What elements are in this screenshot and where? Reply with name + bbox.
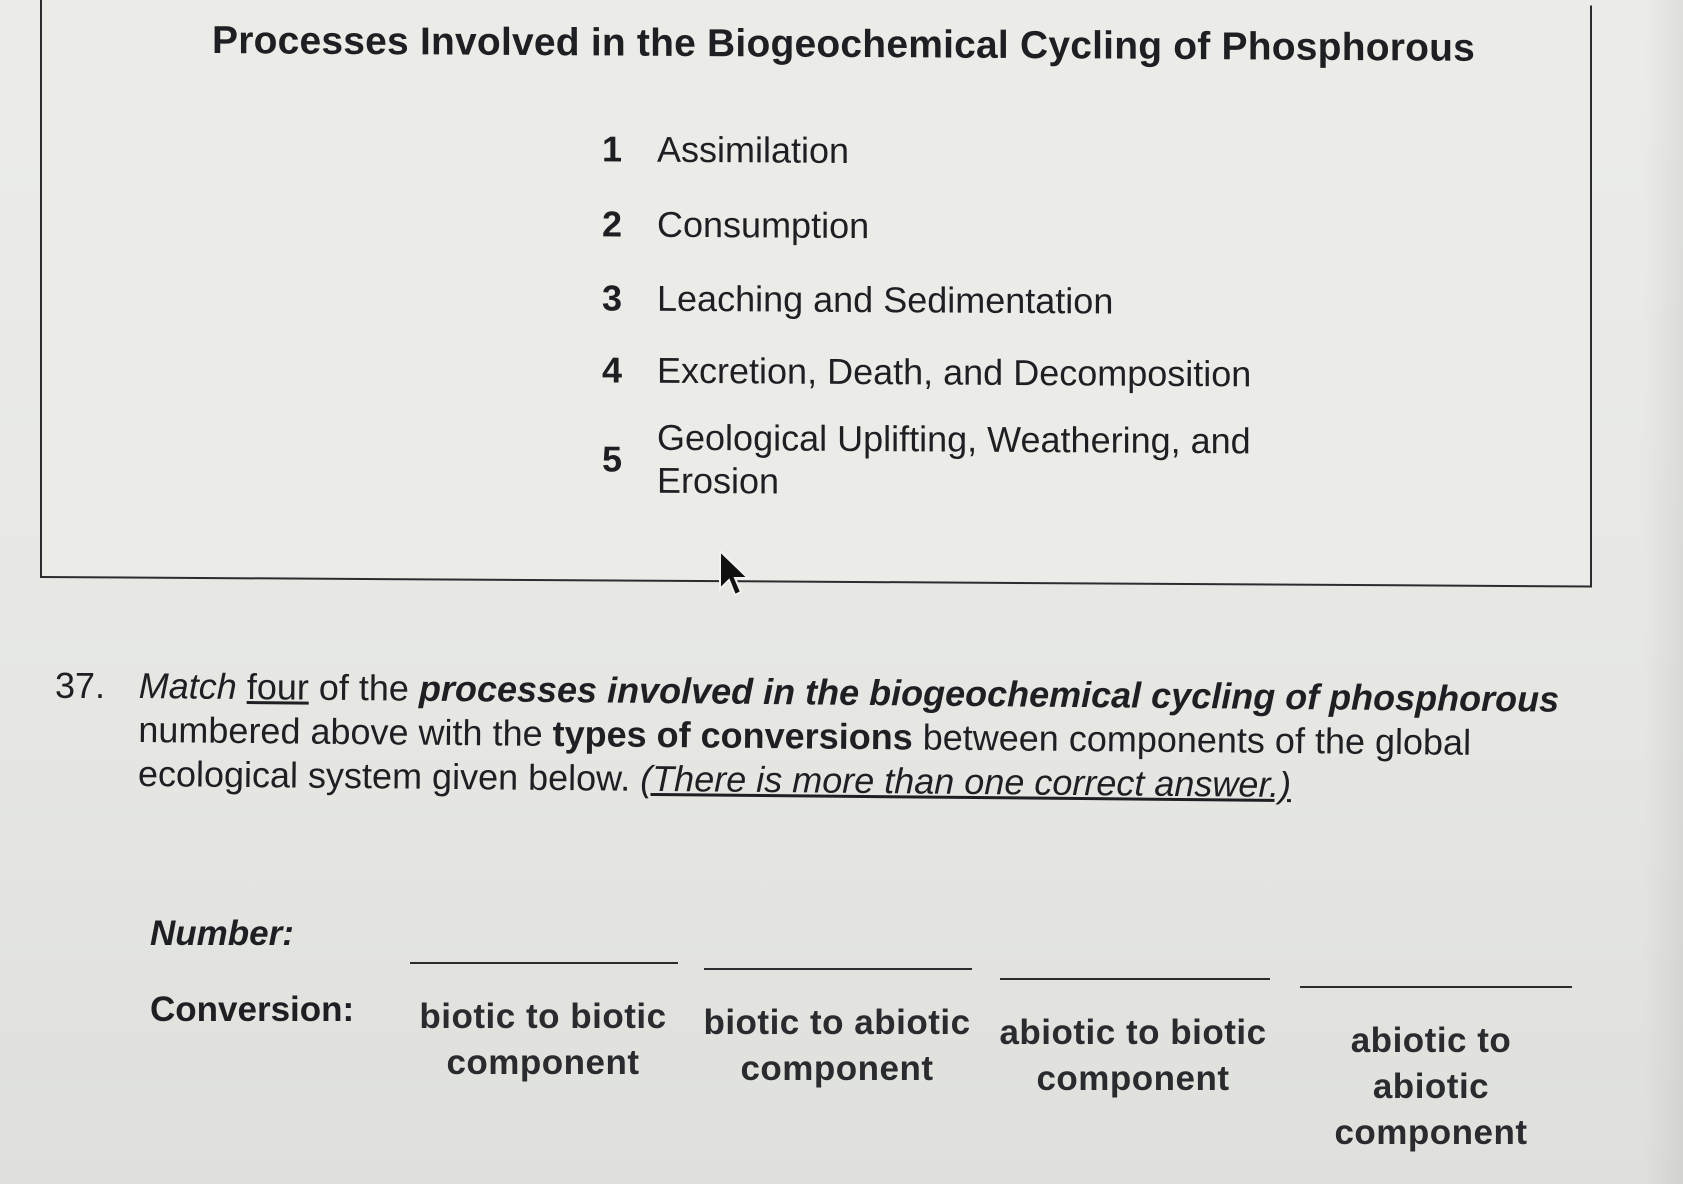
process-item-5 [602,415,1362,506]
process-label: Leaching and Sedimentation [657,277,1114,322]
conversion-label: Conversion: [150,990,355,1029]
conversion-abiotic-to-abiotic: abiotic to abiotic component [1334,1021,1528,1152]
process-label: Consumption [657,203,870,247]
answer-blank-1[interactable] [410,962,678,964]
process-number: 1 [602,128,623,170]
mouse-pointer-icon [718,549,758,599]
process-label: Geological Uplifting, Weathering, and Erosion [657,416,1251,502]
question-text-intro: Match [138,664,248,708]
question-text-conversions: types of conversions [552,712,913,758]
answer-blank-3[interactable] [1000,978,1270,980]
process-item-1 [602,127,1362,175]
question-text-between: between components of the global ecological system given below. [137,716,1472,799]
process-item-2 [602,202,1362,250]
process-list [602,127,1362,506]
process-number: 4 [602,349,623,391]
answer-blank-4[interactable] [1300,986,1572,988]
process-number: 2 [602,203,623,245]
question-text-processes: processes involved in the biogeochemical cycling of phosphorous [418,667,1560,720]
answer-blank-2[interactable] [704,968,972,970]
question-text-numbered: numbered above with the [138,708,553,754]
process-label: Assimilation [657,128,850,171]
page-edge-shadow [1643,0,1683,1184]
question-text-emphasis-four: four [246,666,310,708]
question-number: 37. [55,665,106,706]
question-text [138,664,1579,810]
conversion-biotic-to-biotic: biotic to biotic component [419,997,667,1082]
conversion-biotic-to-abiotic: biotic to abiotic component [703,1003,971,1088]
process-number: 3 [602,277,623,319]
question-note: (There is more than one correct answer.) [639,757,1292,806]
process-item-3 [602,276,1362,324]
process-label: Excretion, Death, and Decomposition [657,349,1252,395]
box-title: Processes Involved in the Biogeochemical Cycling of Phosphorous [212,19,1476,70]
number-label: Number: [150,914,294,953]
question-text-of: of the [308,666,420,709]
conversion-abiotic-to-biotic: abiotic to biotic component [999,1013,1267,1098]
process-number: 5 [602,437,623,480]
processes-box [40,0,1592,587]
process-item-4 [602,348,1362,396]
